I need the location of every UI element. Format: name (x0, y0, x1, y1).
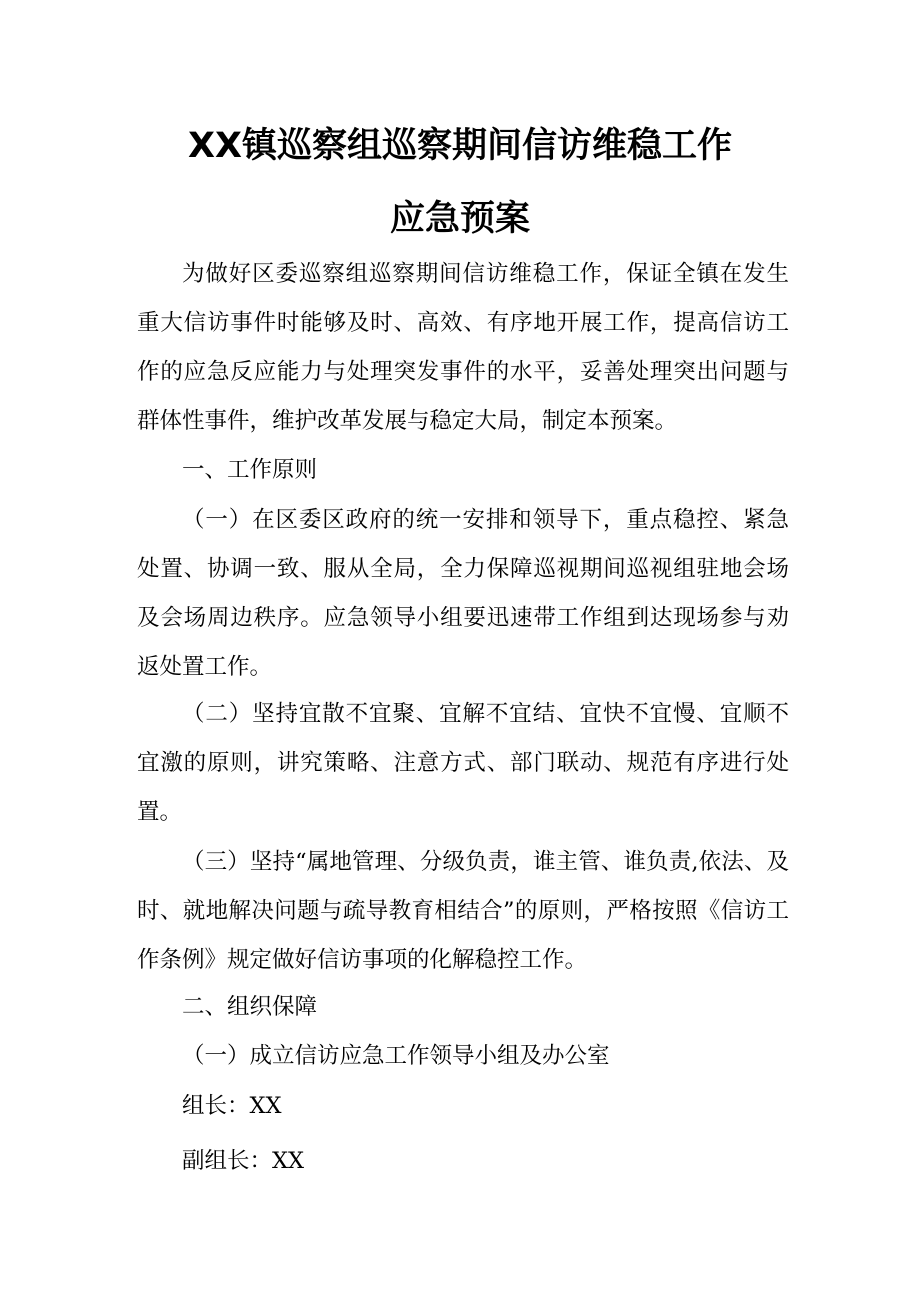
document-title-line1: XX镇巡察组巡察期间信访维稳工作 (188, 126, 732, 166)
principle-paragraph-1: （一）在区委区政府的统一安排和领导下，重点稳控、紧急处置、协调一致、服从全局，全力保障巡视期间巡视组驻地会场及会场周边秩序。应急领导小组要迅速带工作组到达现场参与劝返处置工作。 (137, 507, 789, 680)
principle-paragraph-2: （二）坚持宜散不宜聚、宜解不宜结、宜快不宜慢、宜顺不宜激的原则，讲究策略、注意方式、部门联动、规范有序进行处置。 (137, 701, 789, 825)
document-title-line2: 应急预案 (389, 199, 530, 239)
section-heading-work-principles: 一、工作原则 (182, 457, 318, 483)
principle-paragraph-3: （三）坚持“属地管理、分级负责，谁主管、谁负责,依法、及时、就地解决问题与疏导教育相结合”的原则，严格按照《信访工作条例》规定做好信访事项的化解稳控工作。 (137, 849, 789, 973)
intro-paragraph: 为做好区委巡察组巡察期间信访维稳工作，保证全镇在发生重大信访事件时能够及时、高效、有序地开展工作，提高信访工作的应急反应能力与处理突发事件的水平，妥善处理突出问题与群体性事件，维护改革发展与稳定大局，制定本预案。 (137, 261, 789, 434)
group-leader-line: 组长：XX (182, 1093, 282, 1119)
section-heading-organization: 二、组织保障 (182, 994, 318, 1020)
organization-subheading: （一）成立信访应急工作领导小组及办公室 (182, 1043, 610, 1069)
deputy-group-leader-line: 副组长：XX (182, 1148, 305, 1174)
